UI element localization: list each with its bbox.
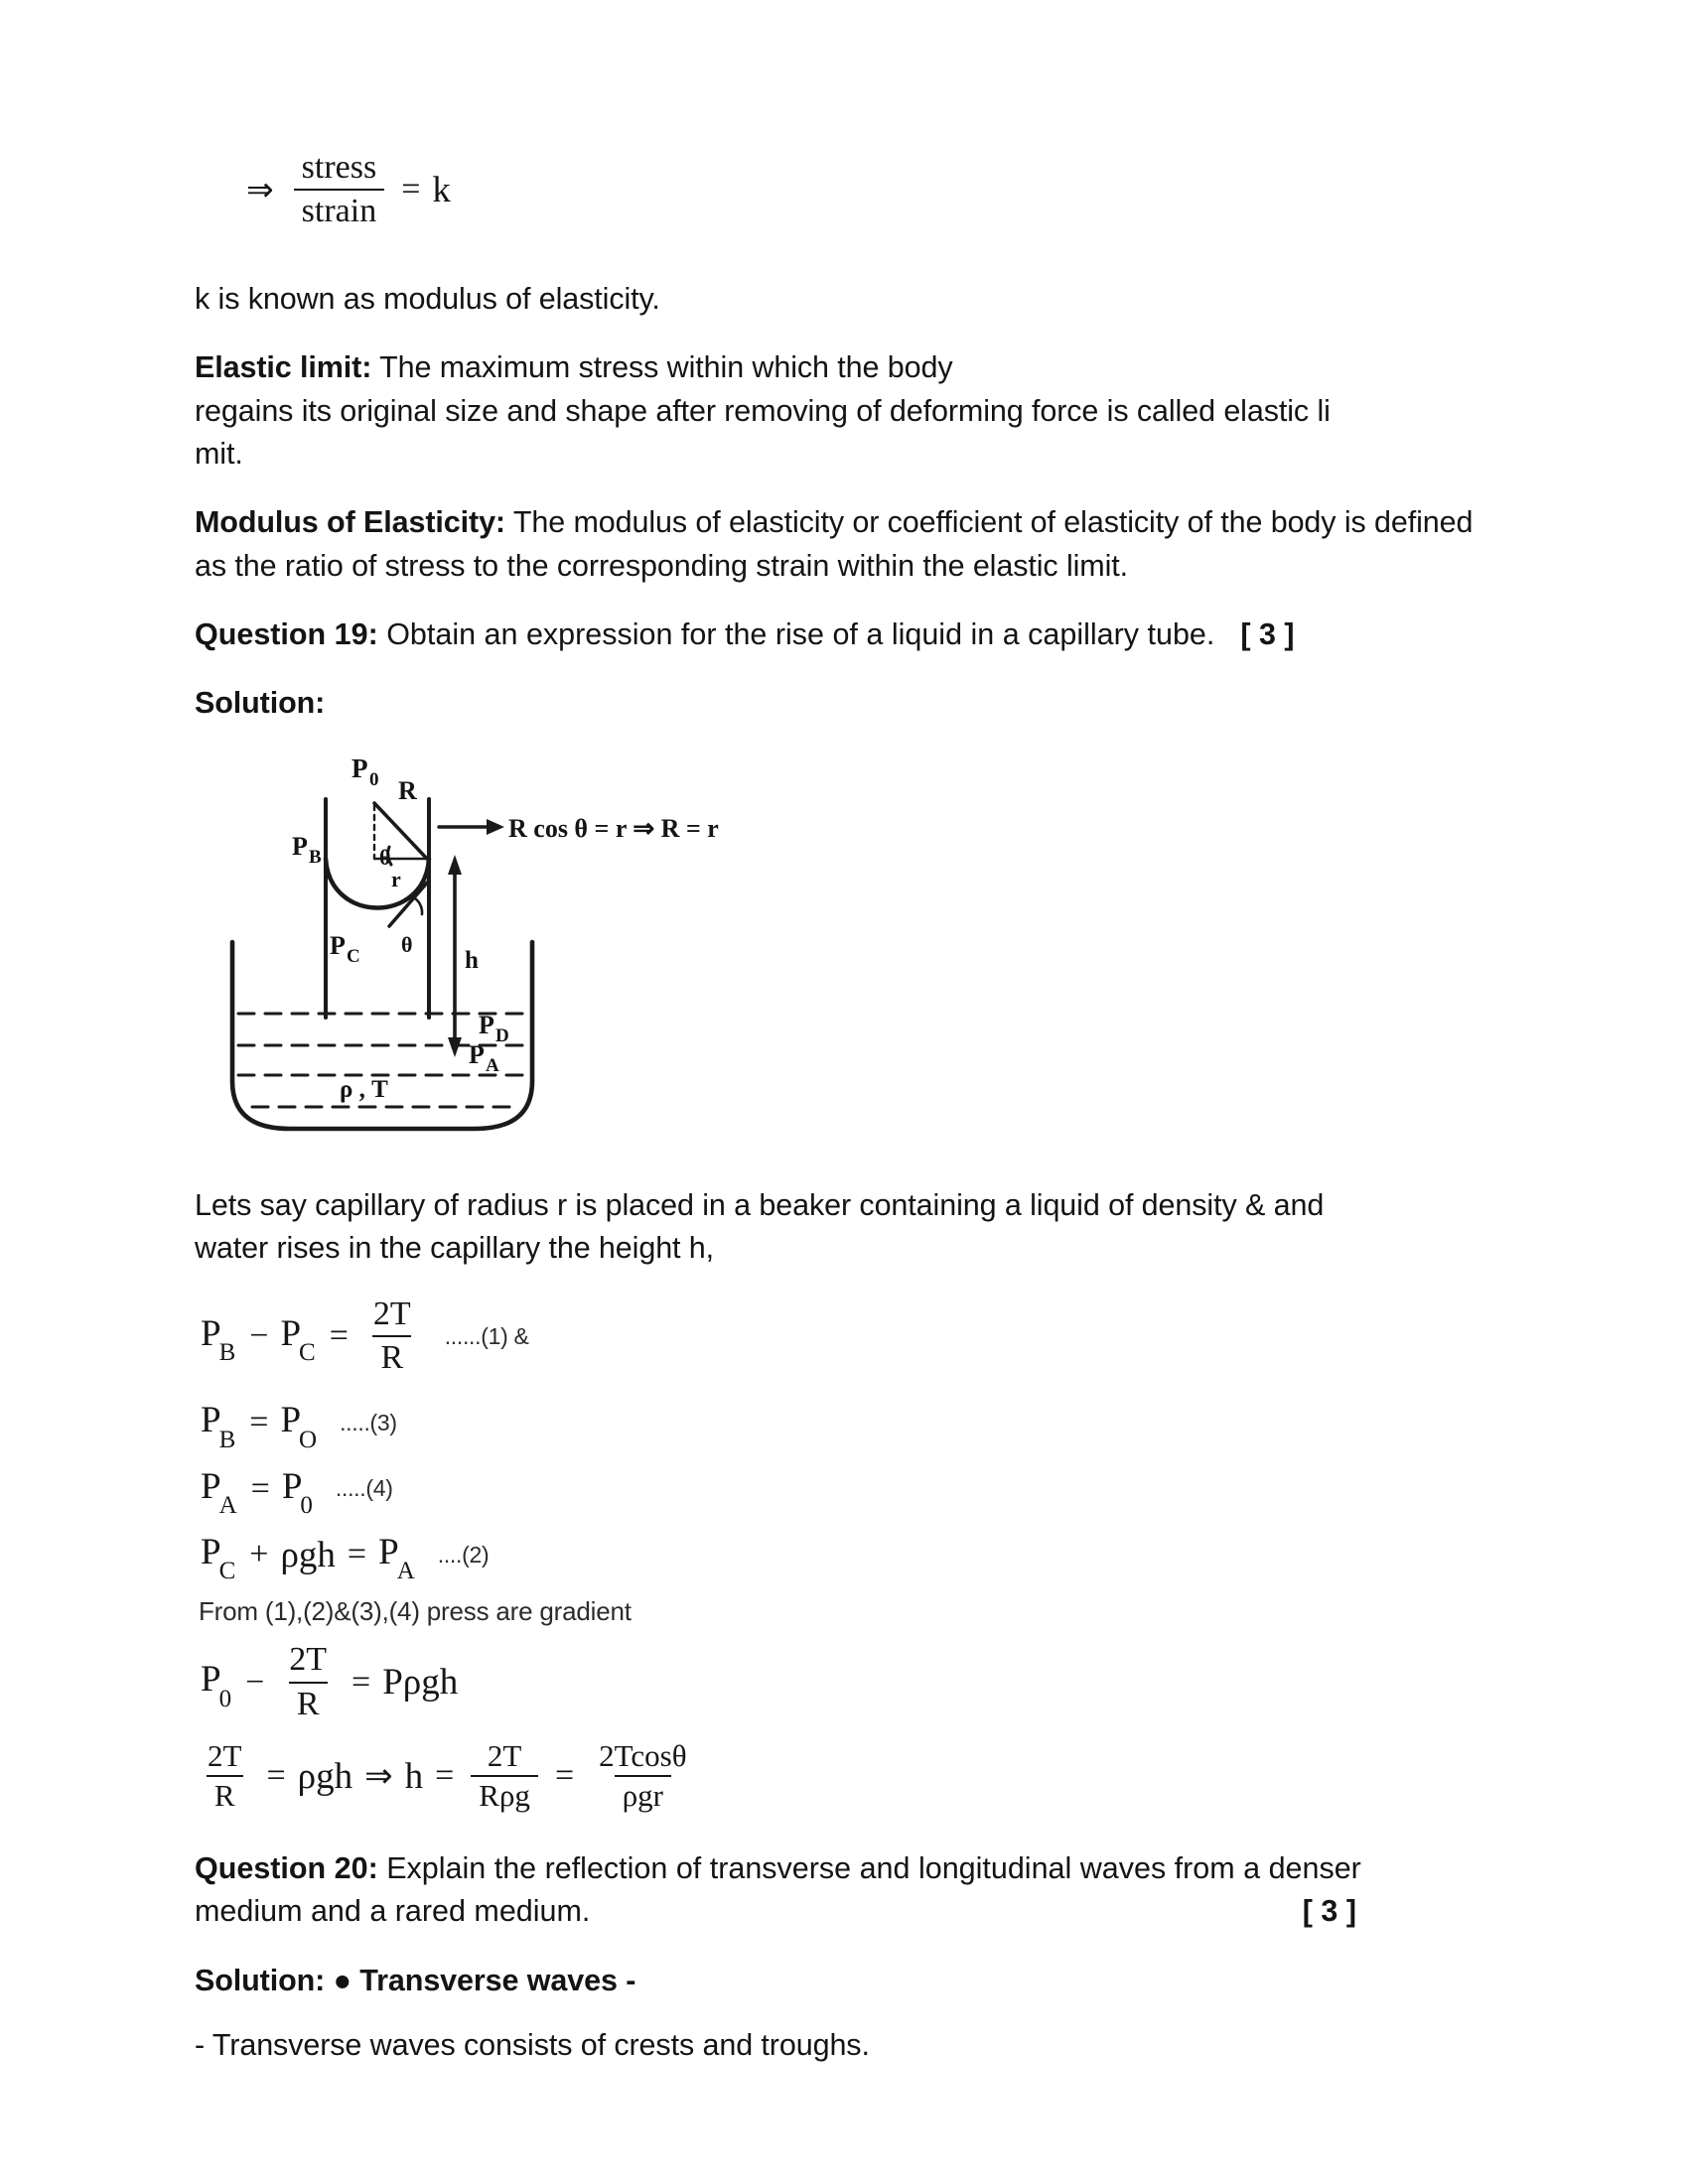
eq2-equals: = <box>347 1536 367 1573</box>
modulus-label: Modulus of Elasticity: <box>195 505 505 540</box>
equation-6-final <box>195 1739 1485 1814</box>
label-density-temp: ρ , T <box>340 1075 388 1103</box>
question-20-text2: medium and a rared medium. <box>195 1894 591 1929</box>
eq3-P0: $P_O$ <box>280 1400 318 1453</box>
eq1-num: 2T <box>372 1296 411 1333</box>
capillary-rise-diagram <box>195 748 850 1145</box>
explanation-line2: water rises in the capillary the height h, <box>195 1230 715 1265</box>
fraction-numerator: stress <box>301 149 377 186</box>
eq5-rhs: Pρgh <box>382 1662 459 1704</box>
derivation-note: From (1),(2)&(3),(4) press are gradient <box>199 1596 632 1627</box>
eq6-rho-g-h: ρgh <box>297 1755 353 1797</box>
label-annotation: R cos θ = r ⇒ R = r <box>508 813 719 843</box>
eq6-num-3: 2Tcosθ <box>599 1737 687 1773</box>
eq1-fraction <box>365 1296 419 1377</box>
elastic-limit-label: Elastic limit: <box>195 350 372 385</box>
paragraph-capillary-explanation <box>195 1184 1485 1271</box>
eq4-P0: $P_0$ <box>281 1465 313 1520</box>
elastic-limit-line3: mit. <box>195 437 243 472</box>
eq5-den: R <box>289 1682 328 1723</box>
paragraph-k-definition: k is known as modulus of elasticity. <box>195 282 660 317</box>
question-20-label: Question 20: <box>195 1851 378 1886</box>
eq5-P0: $P_0$ <box>201 1659 232 1712</box>
paragraph-modulus-of-elasticity <box>195 501 1485 588</box>
label-r: r <box>391 866 401 891</box>
question-20-marks: [ 3 ] <box>1302 1894 1356 1929</box>
eq2-PC: $P_C$ <box>201 1532 236 1585</box>
eq1-PB: $P_B$ <box>201 1313 236 1367</box>
eq2-rho-g-h: ρgh <box>280 1534 336 1575</box>
question-20-line1 <box>195 1847 1485 1890</box>
implies-symbol: ⇒ <box>246 173 274 209</box>
label-PA-sub: A <box>486 1054 499 1076</box>
eq4-equals: = <box>250 1469 270 1507</box>
equation-5 <box>201 1641 1485 1722</box>
eq2-plus: + <box>249 1536 269 1573</box>
solution-20-label: Solution: <box>195 1963 326 1997</box>
question-19-content <box>195 614 1214 656</box>
label-PD-sub: D <box>495 1024 509 1046</box>
question-20-line2 <box>195 1890 1485 1933</box>
question-20-block <box>195 1847 1485 1934</box>
equation-1 <box>201 1296 1485 1377</box>
modulus-text: The modulus of elasticity or coefficient of elasticity of the body is defined as the ratio of stress to the corresponding strain within the elastic limit. <box>195 505 1474 583</box>
eq5-minus: − <box>245 1663 265 1701</box>
eq1-reference: ......(1) & <box>444 1322 529 1349</box>
eq1-PC: $P_C$ <box>280 1313 316 1367</box>
label-PA: P <box>469 1039 485 1069</box>
label-theta-bottom: θ <box>401 931 413 957</box>
question-19-text: Obtain an expression for the rise of a liquid in a capillary tube. <box>377 616 1215 651</box>
label-PB-sub: B <box>309 846 322 868</box>
eq6-equals-3: = <box>554 1757 575 1795</box>
question-19-marks: [ 3 ] <box>1240 616 1295 651</box>
eq4-PA: $P_A$ <box>201 1465 237 1520</box>
eq2-reference: ....(2) <box>437 1541 490 1568</box>
page-content <box>195 149 1485 2067</box>
question-20-text1: Explain the reflection of transverse and longitudinal waves from a denser <box>377 1851 1361 1886</box>
label-PD: P <box>479 1010 494 1039</box>
fraction-denominator: strain <box>294 189 385 230</box>
eq6-h: h <box>404 1755 424 1797</box>
stress-strain-fraction <box>294 149 385 230</box>
label-h: h <box>465 946 479 974</box>
explanation-line1: Lets say capillary of radius r is placed in a beaker containing a liquid of density & and <box>195 1187 1325 1222</box>
equals-symbol: = <box>401 171 421 208</box>
elastic-limit-line2: regains its original size and shape after removing of deforming force is called elastic li <box>195 393 1331 428</box>
label-R: R <box>398 775 417 805</box>
eq1-minus: − <box>249 1317 269 1355</box>
eq6-den-3: ρgr <box>615 1775 671 1814</box>
solution-20-heading <box>195 1960 1485 2002</box>
equation-3 <box>201 1399 1485 1453</box>
solution-19-label: Solution: <box>195 686 326 721</box>
eq6-implies: ⇒ <box>364 1758 393 1796</box>
label-PB: P <box>292 831 308 861</box>
eq5-num: 2T <box>289 1641 328 1679</box>
eq1-den: R <box>372 1335 411 1377</box>
eq3-reference: .....(3) <box>340 1409 397 1435</box>
equation-4 <box>201 1465 1485 1520</box>
label-theta-top: θ <box>379 844 391 870</box>
eq6-fraction-2 <box>471 1739 538 1814</box>
eq6-den-2: Rρg <box>471 1775 538 1814</box>
eq4-reference: .....(4) <box>335 1475 393 1502</box>
eq1-equals: = <box>329 1317 349 1355</box>
label-PC-sub: C <box>347 945 360 967</box>
eq5-fraction <box>281 1641 335 1722</box>
eq6-equals-1: = <box>266 1757 286 1795</box>
solution-20-body: - Transverse waves consists of crests and troughs. <box>195 2027 870 2062</box>
eq3-PB: $P_B$ <box>201 1400 236 1453</box>
eq6-fraction-3 <box>591 1739 694 1814</box>
eq6-num-2: 2T <box>487 1737 522 1773</box>
constant-k: k <box>432 169 451 210</box>
equation-stress-strain <box>246 149 1485 230</box>
paragraph-elastic-limit <box>195 346 1485 476</box>
label-P0: P <box>352 752 368 783</box>
eq6-fraction-1 <box>200 1739 249 1814</box>
label-P0-sub: 0 <box>369 768 379 790</box>
eq6-num-1: 2T <box>208 1737 242 1773</box>
question-19-label: Question 19: <box>195 616 378 651</box>
elastic-limit-text: The maximum stress within which the body <box>371 350 953 385</box>
eq3-equals: = <box>249 1404 269 1441</box>
equation-2 <box>201 1531 1485 1585</box>
eq6-equals-2: = <box>435 1757 455 1795</box>
eq2-PA: $P_A$ <box>378 1532 415 1585</box>
eq6-den-1: R <box>207 1775 243 1814</box>
label-PC: P <box>330 930 346 960</box>
question-19-line <box>195 614 1485 656</box>
eq5-equals: = <box>352 1663 371 1701</box>
solution-20-bullet: ● Transverse waves - <box>333 1963 636 1997</box>
